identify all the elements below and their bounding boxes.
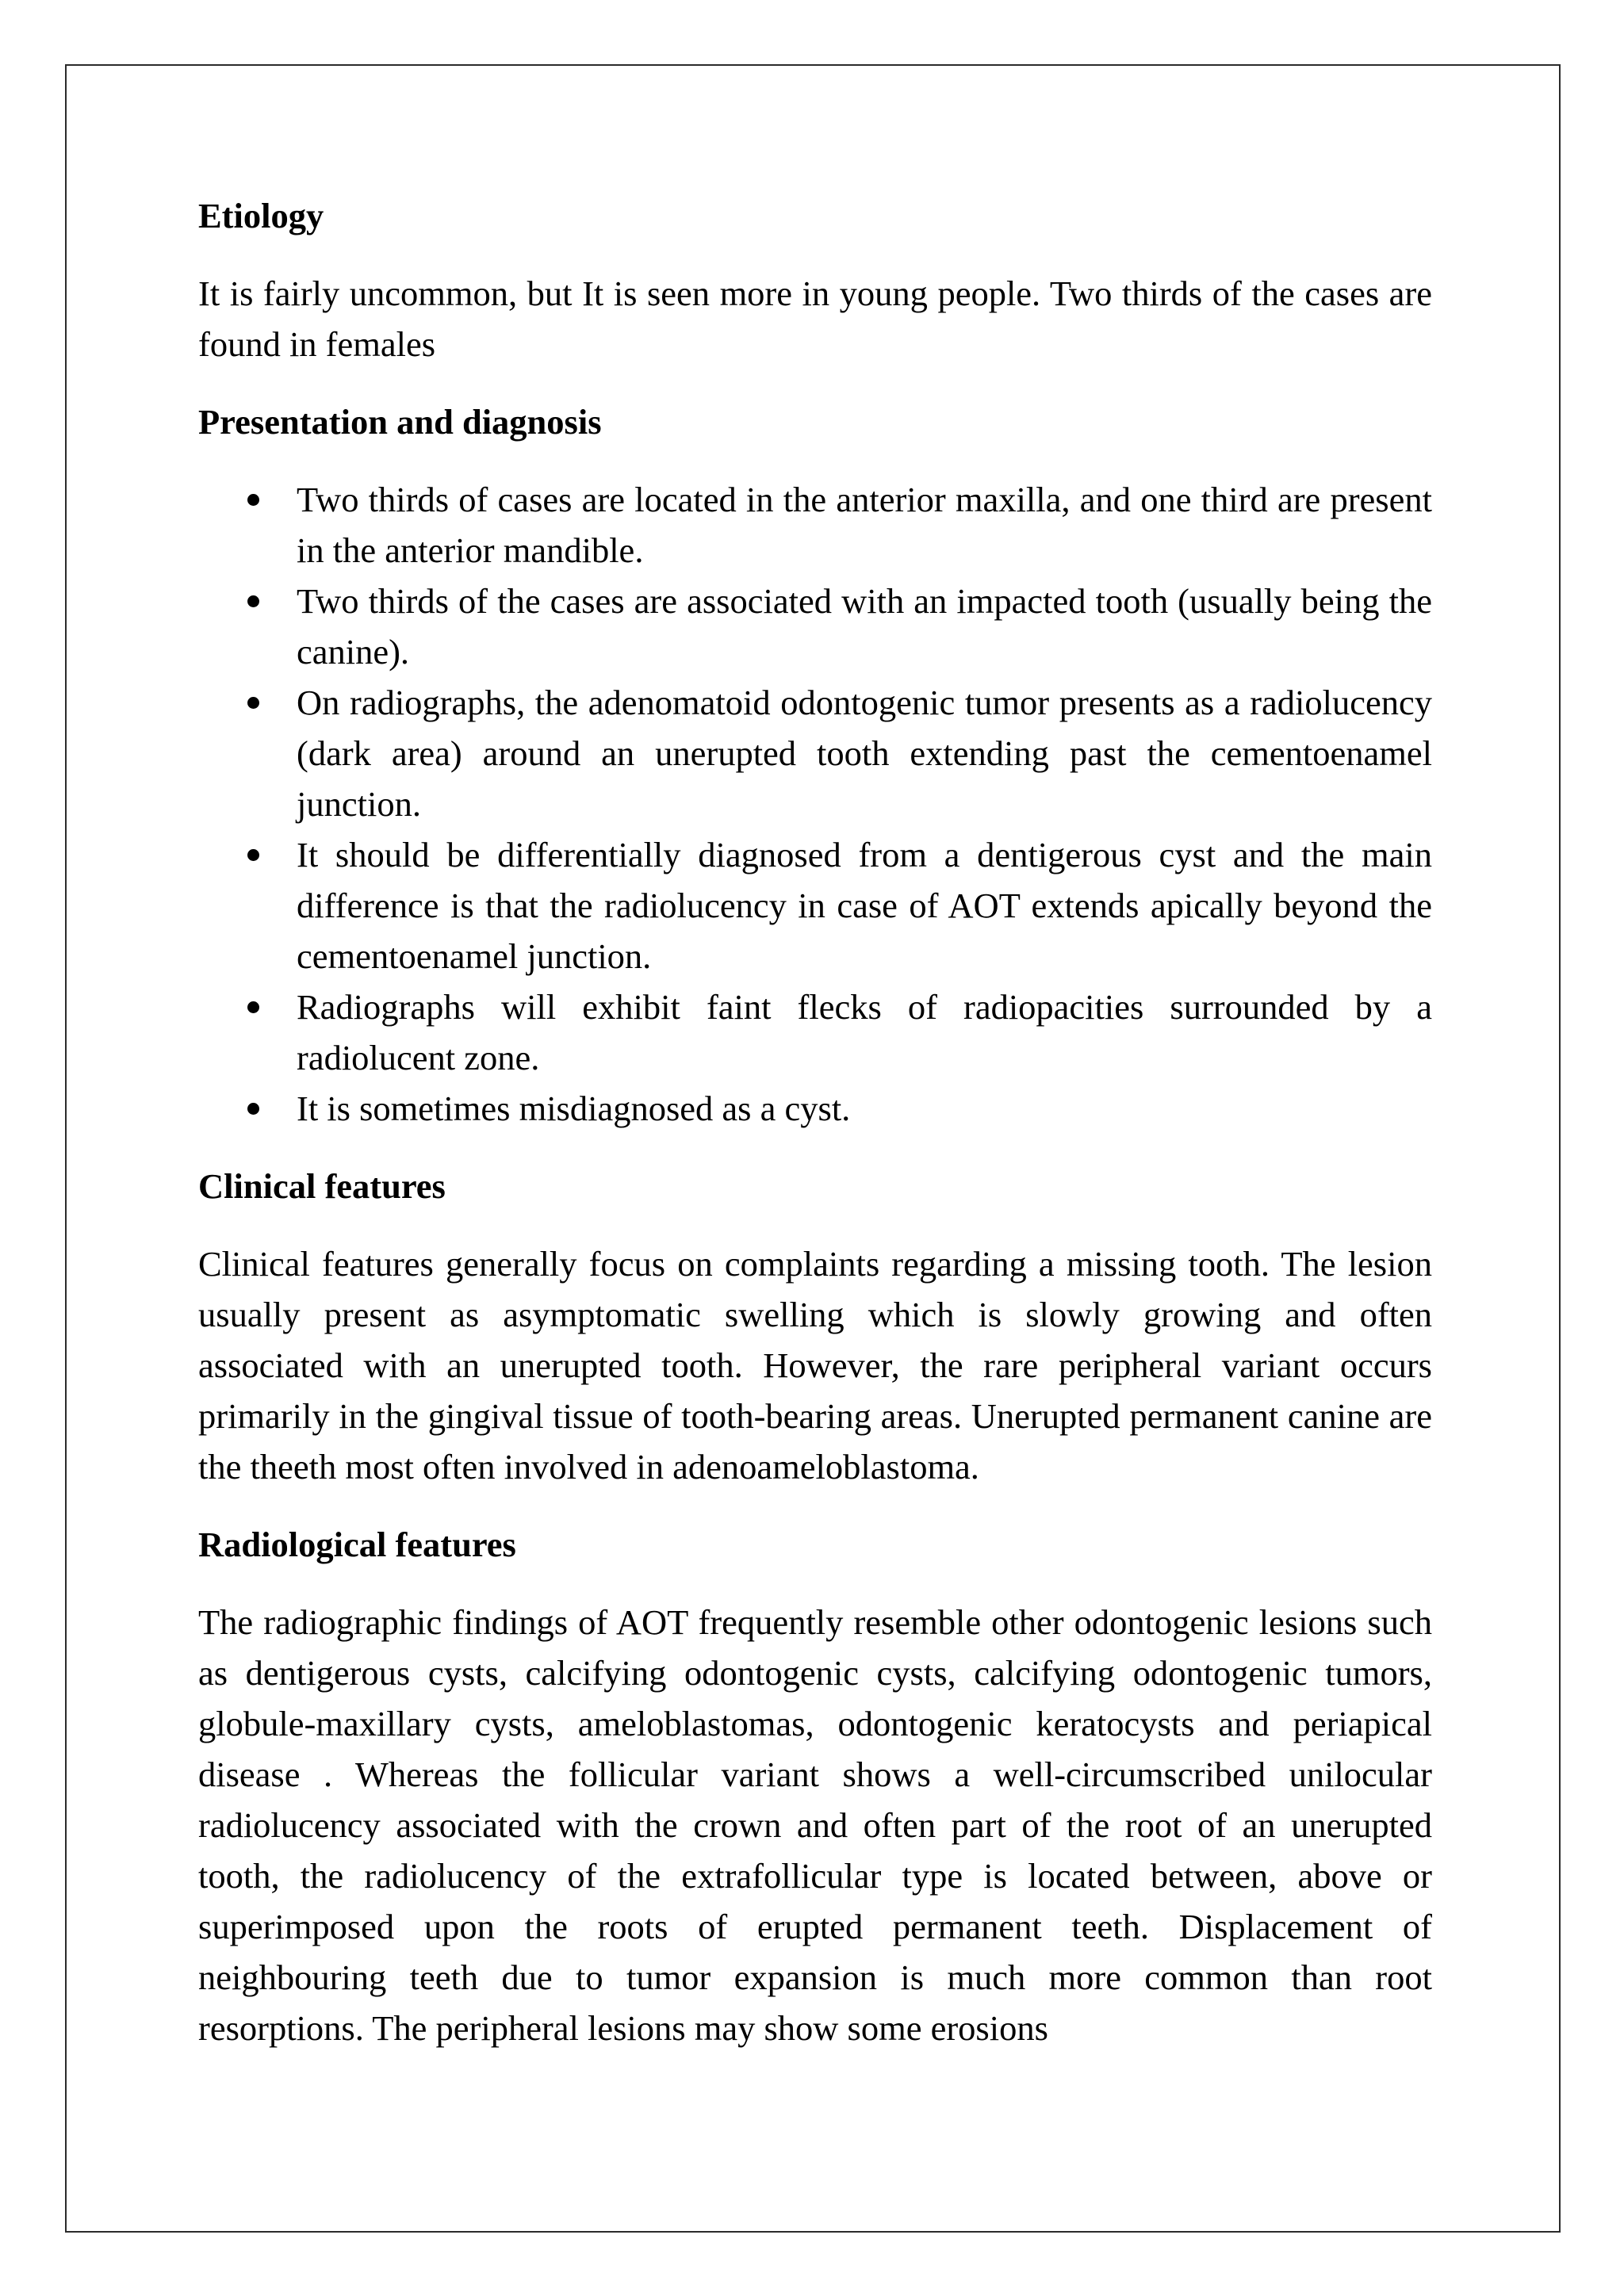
bullet-icon <box>247 1001 259 1013</box>
clinical-features-heading: Clinical features <box>198 1166 446 1206</box>
radiological-features-paragraph: The radiographic findings of AOT frequently resemble other odontogenic lesions such as dentigerous cysts, calcifying odontogenic cysts, calcifying odontogenic tumors, globule-maxillary cysts, ameloblastomas, odontogenic keratocysts and periapical disease . Whereas the follicular variant shows a well-circumscribed unilocular radiolucency associated with the crown and often part of the root of an unerupted tooth, the radiolucency of the extrafollicular type is located between, above or superimposed upon the roots of erupted permanent teeth. Displacement of neighbouring teeth due to tumor expansion is much more common than root resorptions. The peripheral lesions may show some erosions <box>198 1602 1432 2048</box>
document-body <box>198 190 1432 2080</box>
list-item-text: Two thirds of the cases are associated with an impacted tooth (usually being the canine). <box>297 581 1432 672</box>
presentation-heading: Presentation and diagnosis <box>198 402 602 442</box>
etiology-paragraph: It is fairly uncommon, but It is seen more in young people. Two thirds of the cases are found in females <box>198 274 1432 364</box>
list-item <box>198 474 1432 576</box>
list-item-text: Two thirds of cases are located in the anterior maxilla, and one third are present in the anterior mandible. <box>297 480 1432 570</box>
list-item <box>198 1083 1432 1134</box>
bullet-icon <box>247 697 259 709</box>
bullet-icon <box>247 849 259 861</box>
etiology-heading: Etiology <box>198 196 324 235</box>
list-item-text: On radiographs, the adenomatoid odontogenic tumor presents as a radiolucency (dark area) around an unerupted tooth extending past the cementoenamel junction. <box>297 683 1432 824</box>
list-item <box>198 829 1432 982</box>
bullet-icon <box>247 494 259 506</box>
clinical-features-paragraph: Clinical features generally focus on complaints regarding a missing tooth. The lesion usually present as asymptomatic swelling which is slowly growing and often associated with an unerupted tooth. However, the rare peripheral variant occurs primarily in the gingival tissue of tooth-bearing areas. Unerupted permanent canine are the theeth most often involved in adenoameloblastoma. <box>198 1244 1432 1487</box>
bullet-icon <box>247 595 259 607</box>
list-item-text: Radiographs will exhibit faint flecks of radiopacities surrounded by a radiolucent zone. <box>297 987 1432 1077</box>
list-item-text: It is sometimes misdiagnosed as a cyst. <box>297 1089 851 1128</box>
list-item <box>198 982 1432 1083</box>
radiological-features-heading: Radiological features <box>198 1525 516 1564</box>
list-item <box>198 677 1432 829</box>
bullet-icon <box>247 1103 259 1115</box>
list-item <box>198 576 1432 677</box>
presentation-bullet-list <box>198 474 1432 1134</box>
list-item-text: It should be differentially diagnosed from a dentigerous cyst and the main difference is that the radiolucency in case of AOT extends apically beyond the cementoenamel junction. <box>297 835 1432 976</box>
